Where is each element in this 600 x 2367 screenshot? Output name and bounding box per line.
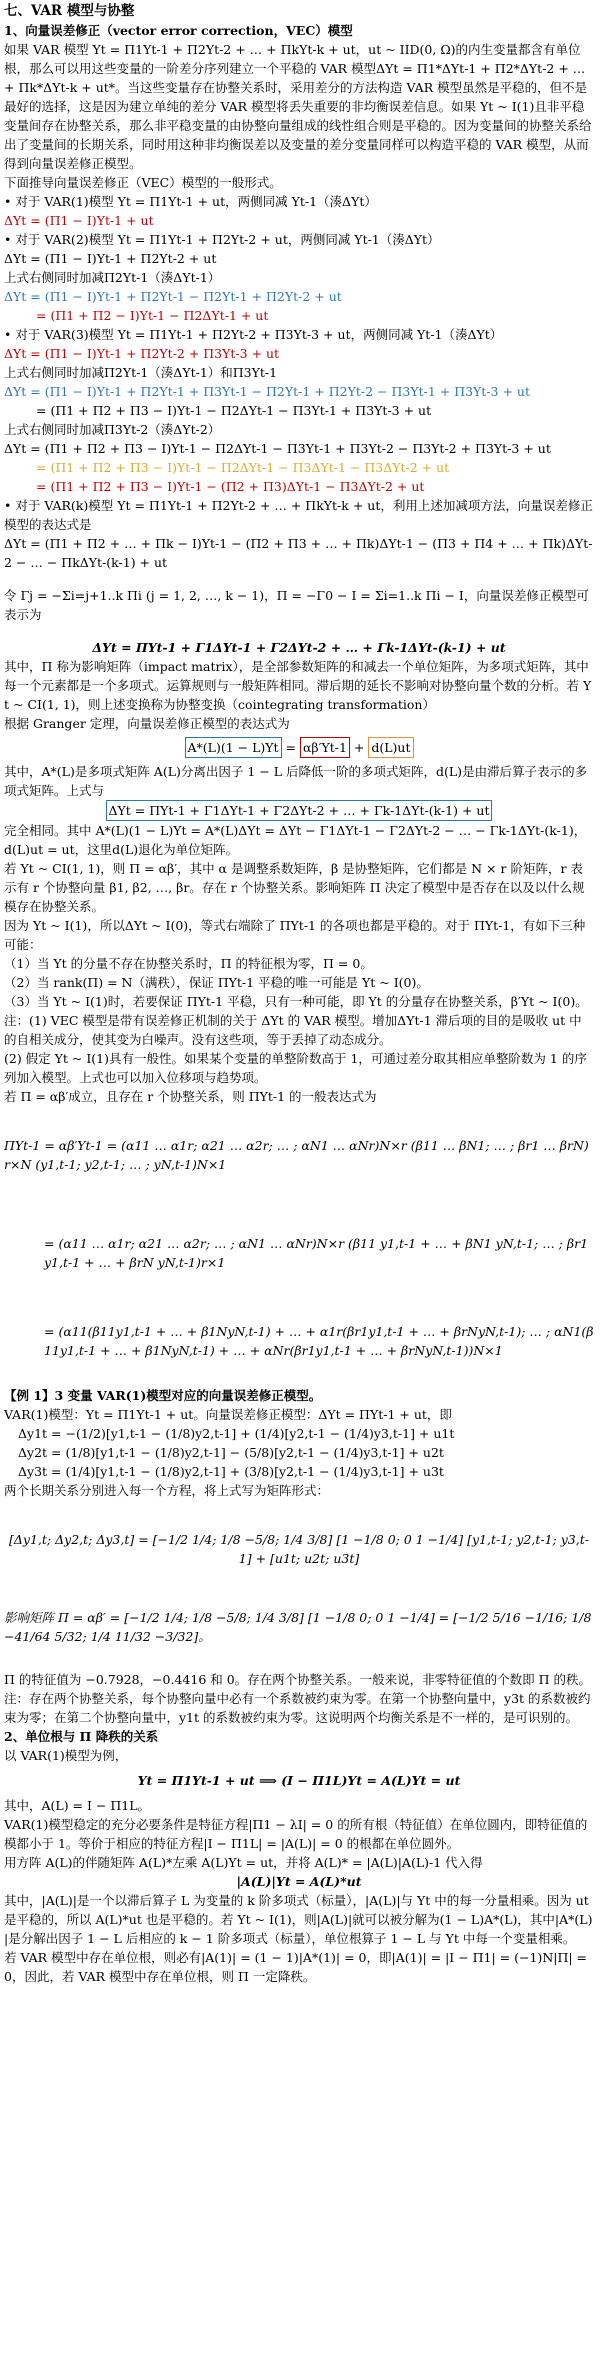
reduced-rank-conclusion: 若 VAR 模型中存在单位根，则必有|A(1)| = (1 − 1)|A*(1)| = 0，即|A(1)| = |I − Π1| = (−1)N|Π| = 0，因此，若 VAR 模型中存在单位根，则 Π 一定降秩。 — [4, 1950, 588, 1984]
granger-intro: 根据 Granger 定理，向量误差修正模型的表达式为 — [4, 716, 290, 731]
var2-step1: ΔYt = (Π1 − I)Yt-1 + Π2Yt-2 + ut — [4, 251, 217, 266]
subsection-title-vec: 1、向量误差修正（vector error correction，VEC）模型 — [4, 23, 353, 38]
granger-equivalence: 完全相同。其中 A*(L)(1 − L)Yt = A*(L)ΔYt = ΔYt − Γ1ΔYt-1 − Γ2ΔYt-2 − … − Γk-1ΔYt-(k-1)，d(L)ut = ut，这里d(L)退化为单位矩阵。 — [4, 823, 587, 857]
var1-heading: • 对于 VAR(1)模型 Yt = Π1Yt-1 + ut，两侧同减 Yt-1（湊ΔYt） — [4, 194, 377, 209]
case-3: （3）当 Yt ~ I(1)时，若要保证 ΠYt-1 平稳，只有一种可能，即 Yt 的分量存在协整关系，β′Yt ~ I(0)。 — [4, 994, 588, 1009]
gamma-definition: 令 Γj = −Σi=j+1..k Πi (j = 1, 2, …, k − 1)，Π = −Γ0 − I = Σi=1..k Πi − I，向量误差修正模型可表示为 — [4, 588, 589, 622]
section-title: 七、VAR 模型与协整 — [4, 3, 135, 19]
var3-note1: 上式右侧同时加减Π2Yt-1（湊ΔYt-1）和Π3Yt-1 — [4, 365, 278, 380]
eigenvalue-paragraph: Π 的特征值为 −0.7928，−0.4416 和 0。存在两个协整关系。一般来说，非零特征值的个数即 Π 的秩。 — [4, 1672, 592, 1687]
granger-eq-right: d(L)ut — [368, 737, 413, 758]
var3-step2: ΔYt = (Π1 − I)Yt-1 + Π2Yt-1 + Π3Yt-1 − Π2Yt-1 + Π2Yt-2 − Π3Yt-1 + Π3Yt-3 + ut — [4, 384, 530, 399]
adjugate-step: 用方阵 A(L)的伴随矩阵 A(L)*左乘 A(L)Yt = ut，并将 A(L)* = |A(L)|A(L)-1 代入得 — [4, 1855, 483, 1870]
var2-step2: ΔYt = (Π1 − I)Yt-1 + Π2Yt-1 − Π2Yt-1 + Π2Yt-2 + ut — [4, 289, 342, 304]
cointegration-para: 若 Yt ~ CI(1, 1)，则 Π = αβ′，其中 α 是调整系数矩阵，β 是协整矩阵，它们都是 N × r 阶矩阵，r 表示有 r 个协整向量 β1, β2, …, βr。存在 r 个协整关系。影响矩阵 Π 决定了模型中是否存在以及以什么规模存在协整关系。 — [4, 861, 585, 914]
vark-heading: • 对于 VAR(k)模型 Yt = Π1Yt-1 + Π2Yt-2 + … + ΠkYt-k + ut，利用上述加减项方法，向量误差修正模型的表达式是 — [4, 498, 593, 532]
var3-step1: ΔYt = (Π1 − I)Yt-1 + Π2Yt-2 + Π3Yt-3 + ut — [4, 346, 280, 361]
granger-vecm-eq: ΔYt = ΠYt-1 + Γ1ΔYt-1 + Γ2ΔYt-2 + … + Γk-1ΔYt-(k-1) + ut — [106, 800, 493, 821]
subsection-title-unit-root: 2、单位根与 Π 降秩的关系 — [4, 1729, 159, 1744]
unit-root-def: 其中，A(L) = I − Π1L。 — [4, 1798, 151, 1813]
var3-step5: = (Π1 + Π2 + Π3 − I)Yt-1 − Π2ΔYt-1 − Π3ΔYt-1 − Π3ΔYt-2 + ut — [36, 460, 450, 475]
matrix-expansion-1: ΠYt-1 = αβ′Yt-1 = (α11 … α1r; α21 … α2r; … ; αN1 … αNr)N×r (β11 … βN1; … ; βr1 … βrN)r×N (y1,t-1; y2,t-1; … ; yN,t-1)N×1 — [4, 1138, 589, 1172]
var3-step4: ΔYt = (Π1 + Π2 + Π3 − I)Yt-1 − Π2ΔYt-1 − Π3Yt-1 + Π3Yt-2 − Π3Yt-2 + Π3Yt-3 + ut — [4, 441, 551, 456]
adjugate-eq: |A(L)|Yt = A(L)*ut — [236, 1874, 362, 1889]
example-matrix-intro: 两个长期关系分别进入每一个方程，将上式写为矩阵形式： — [4, 1483, 330, 1498]
impact-matrix-paragraph: 其中，Π 称为影响矩阵（impact matrix），是全部参数矩阵的和减去一个单位矩阵，为多项式矩阵，其中每一个元素都是一个多项式。运算规则与一般矩阵相同。滞后期的延长不影响对协整向量个数的分析。若 Yt ~ CI(1, 1)，则上述变换称为协整变换（cointegrating transformation） — [4, 659, 592, 712]
note-2: (2) 假定 Yt ~ I(1)具有一般性。如果某个变量的单整阶数高于 1，可通过差分取其相应单整阶数为 1 的序列加入模型。上式也可以加入位移项与趋势项。 — [4, 1051, 587, 1085]
var3-heading: • 对于 VAR(3)模型 Yt = Π1Yt-1 + Π2Yt-2 + Π3Yt-3 + ut，两侧同减 Yt-1（湊ΔYt） — [4, 327, 503, 342]
vecm-equation: ΔYt = ΠYt-1 + Γ1ΔYt-1 + Γ2ΔYt-2 + … + Γk-1ΔYt-(k-1) + ut — [92, 640, 506, 655]
var2-heading: • 对于 VAR(2)模型 Yt = Π1Yt-1 + Π2Yt-2 + ut，两侧同减 Yt-1（湊ΔYt） — [4, 232, 440, 247]
example-eq-2: Δy2t = (1/8)[y1,t-1 − (1/8)y2,t-1] − (5/8)[y2,t-1 − (1/4)y3,t-1] + u2t — [18, 1445, 444, 1460]
example-eq-1: Δy1t = −(1/2)[y1,t-1 − (1/8)y2,t-1] + (1/4)[y2,t-1 − (1/4)y3,t-1] + u1t — [18, 1426, 455, 1441]
granger-eq-mid: αβ′Yt-1 — [300, 737, 350, 758]
granger-equation: A*(L)(1 − L)Yt = αβ′Yt-1 + d(L)ut — [4, 737, 594, 758]
matrix-expansion-3: = (α11(β11y1,t-1 + … + β1NyN,t-1) + … + α1r(βr1y1,t-1 + … + βrNyN,t-1); … ; αN1(β11y1,t-1 + … + β1NyN,t-1) + … + αNr(βr1y1,t-1 + … + βrNyN,t-1))N×1 — [44, 1324, 594, 1358]
var1-result: ΔYt = (Π1 − I)Yt-1 + ut — [4, 213, 154, 228]
factorization-paragraph: 其中，|A(L)|是一个以滞后算子 L 为变量的 k 阶多项式（标量），|A(L)|与 Yt 中的每一分量相乘。因为 ut 是平稳的，所以 A(L)*ut 也是平稳的。若 Yt ~ I(1)，则|A(L)|就可以被分解为(1 − L)A*(L)，其中|A*(L)|是分解出因子 1 − L 后相应的 k − 1 阶多项式（标量），单位根算子 1 − L 与 Yt 中每一个变量相乘。 — [4, 1893, 593, 1946]
example-eq-3: Δy3t = (1/4)[y1,t-1 − (1/8)y2,t-1] + (3/8)[y2,t-1 − (1/4)y3,t-1] + u3t — [18, 1464, 444, 1479]
example-matrix-eq-1: [Δy1,t; Δy2,t; Δy3,t] = [−1/2 1/4; 1/8 −5/8; 1/4 3/8] [1 −1/8 0; 0 1 −1/4] [y1,t-1; y2,t-1; y3,t-1] + [u1t; u2t; u3t] — [9, 1532, 589, 1566]
granger-vecm-boxed — [4, 800, 594, 821]
var3-step3: = (Π1 + Π2 + Π3 − I)Yt-1 − Π2ΔYt-1 − Π3Yt-1 + Π3Yt-3 + ut — [36, 403, 432, 418]
note-1: 注：(1) VEC 模型是带有误差修正机制的关于 ΔYt 的 VAR 模型。增加ΔYt-1 滞后项的目的是吸收 ut 中的自相关成分，使其变为白噪声。没有这些项，等于丢掉了动态成分。 — [4, 1013, 582, 1047]
intro-paragraph: 如果 VAR 模型 Yt = Π1Yt-1 + Π2Yt-2 + … + ΠkYt-k + ut，ut ~ IID(0, Ω)的内生变量都含有单位根，那么可以用这些变量的一阶差分序列建立一个平稳的 VAR 模型ΔYt = Π1*ΔYt-1 + Π2*ΔYt-2 + … + Πk*ΔYt-k + ut*。当这些变量存在协整关系时，采用差分的方法构造 VAR 模型虽然是平稳的，但不是最好的选择，这是因为建立单纯的差分 VAR 模型将丢失重要的非均衡误差信息。如果 Yt ~ I(1)且非平稳变量间存在协整关系，那么非平稳变量的由协整向量组成的线性组合则是平稳的。因为变量间的协整关系给出了变量间的长期关系，同时用这种非均衡误差以及变量的差分变量同样可以构造平稳的 VAR 模型，从而得到向量误差修正模型。 — [4, 42, 592, 171]
var3-note2: 上式右侧同时加减Π3Yt-2（湊ΔYt-2） — [4, 422, 221, 437]
case-2: （2）当 rank(Π) = N（满秩），保证 ΠYt-1 平稳的唯一可能是 Yt ~ I(0)。 — [4, 975, 429, 990]
example-matrix-eq-2: 影响矩阵 Π = αβ′ = [−1/2 1/4; 1/8 −5/8; 1/4 3/8] [1 −1/8 0; 0 1 −1/4] = [−1/2 5/16 −1/16; 1/8 −41/64 5/32; 1/4 11/32 −3/32]。 — [4, 1610, 592, 1644]
granger-eq-left: A*(L)(1 − L)Yt — [185, 737, 282, 758]
general-expression-intro: 若 Π = αβ′成立，且存在 r 个协整关系，则 ΠYt-1 的一般表达式为 — [4, 1089, 377, 1104]
identification-note: 注：存在两个协整关系，每个协整向量中必有一个系数被约束为零。在第一个协整向量中，y3t 的系数被约束为零；在第二个协整向量中，y1t 的系数被约束为零。这说明两个均衡关系是不一样的，是可识别的。 — [4, 1691, 591, 1725]
vark-result: ΔYt = (Π1 + Π2 + … + Πk − I)Yt-1 − (Π2 + Π3 + … + Πk)ΔYt-1 − (Π3 + Π4 + … + Πk)ΔYt-2 − … − ΠkΔYt-(k-1) + ut — [4, 536, 593, 570]
matrix-expansion-2: = (α11 … α1r; α21 … α2r; … ; αN1 … αNr)N×r (β11 y1,t-1 + … + βN1 yN,t-1; … ; βr1 y1,t-1 + … + βrN yN,t-1)r×1 — [44, 1236, 589, 1270]
stability-condition: VAR(1)模型稳定的充分必要条件是特征方程|Π1 − λI| = 0 的所有根（特征值）在单位圆内，即特征值的模都小于 1。等价于相应的特征方程|I − Π1L| = |A(L)| = 0 的根都在单位圆外。 — [4, 1817, 588, 1851]
unit-root-intro: 以 VAR(1)模型为例， — [4, 1748, 128, 1763]
granger-explain: 其中，A*(L)是多项式矩阵 A(L)分离出因子 1 − L 后降低一阶的多项式矩阵，d(L)是由滞后算子表示的多项式矩阵。上式与 — [4, 764, 588, 798]
three-cases-intro: 因为 Yt ~ I(1)，所以ΔYt ~ I(0)，等式右端除了 ΠYt-1 的各项也都是平稳的。对于 ΠYt-1，有如下三种可能： — [4, 918, 586, 952]
example-title: 【例 1】3 变量 VAR(1)模型对应的向量误差修正模型。 — [4, 1388, 322, 1403]
var3-result: = (Π1 + Π2 + Π3 − I)Yt-1 − (Π2 + Π3)ΔYt-1 − Π3ΔYt-2 + ut — [36, 479, 425, 494]
case-1: （1）当 Yt 的分量不存在协整关系时，Π 的特征根为零，Π = 0。 — [4, 956, 373, 971]
var2-note: 上式右侧同时加减Π2Yt-1（湊ΔYt-1） — [4, 270, 221, 285]
example-model: VAR(1)模型：Yt = Π1Yt-1 + ut。向量误差修正模型：ΔYt = ΠYt-1 + ut，即 — [4, 1407, 452, 1422]
var2-result: = (Π1 + Π2 − I)Yt-1 − Π2ΔYt-1 + ut — [36, 308, 269, 323]
unit-root-eq: Yt = Π1Yt-1 + ut ⟹ (I − Π1L)Yt = A(L)Yt = ut — [137, 1773, 461, 1788]
intro-derivation-note: 下面推导向量误差修正（VEC）模型的一般形式。 — [4, 175, 282, 190]
